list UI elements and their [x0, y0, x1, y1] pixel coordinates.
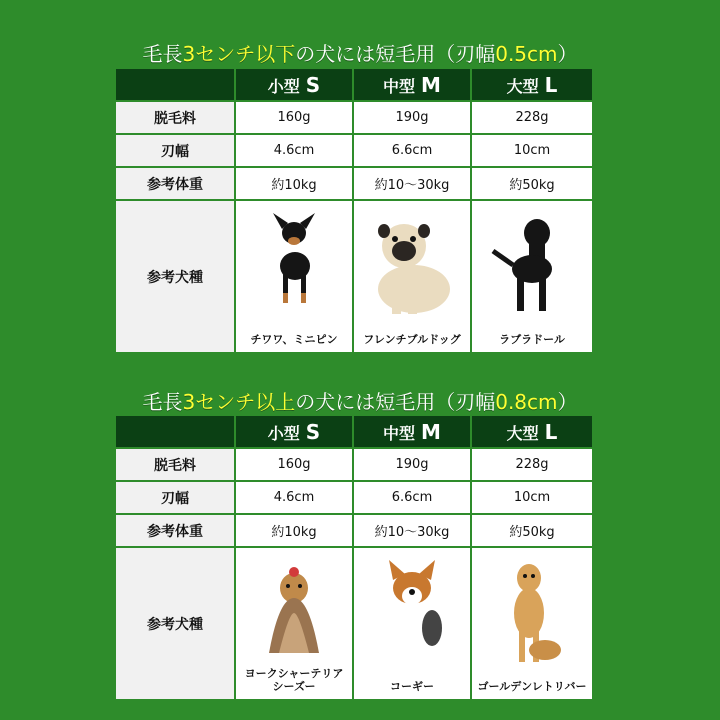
cell-value: 10cm	[471, 481, 593, 514]
row-label: 参考体重	[115, 514, 235, 547]
title-middle: の犬には短毛用（刃幅	[295, 42, 496, 66]
cell-value: 6.6cm	[353, 134, 471, 167]
breed-cell	[471, 200, 593, 353]
title-suffix: ）	[557, 390, 578, 414]
pug-icon	[362, 211, 462, 316]
cell-value: 160g	[235, 448, 353, 481]
row-label: 脱毛料	[115, 448, 235, 481]
cell-value: 190g	[353, 448, 471, 481]
table-row	[115, 134, 593, 167]
cell-value: 228g	[471, 448, 593, 481]
labrador-icon	[487, 211, 577, 316]
title-highlight: 3センチ以上	[182, 390, 296, 414]
breed-cell	[235, 547, 353, 700]
title-middle: の犬には短毛用（刃幅	[295, 390, 496, 414]
title-highlight: 3センチ以下	[182, 42, 296, 66]
header-medium: 中型 M	[353, 68, 471, 101]
row-label: 脱毛料	[115, 101, 235, 134]
breed-row-label: 参考犬種	[115, 200, 235, 353]
breed-cell	[471, 547, 593, 700]
breed-cell	[353, 547, 471, 700]
table-row	[115, 167, 593, 200]
breed-name: フレンチブルドッグ	[363, 333, 461, 346]
breed-cell	[353, 200, 471, 353]
breed-name: ヨークシャーテリア シーズー	[244, 667, 344, 693]
title-prefix: 毛長	[142, 42, 183, 66]
table-row	[115, 448, 593, 481]
header-large: 大型 L	[471, 415, 593, 448]
cell-value: 4.6cm	[235, 481, 353, 514]
cell-value: 190g	[353, 101, 471, 134]
header-medium: 中型 M	[353, 415, 471, 448]
header-empty-cell	[115, 68, 235, 101]
cell-value: 228g	[471, 101, 593, 134]
header-large: 大型 L	[471, 68, 593, 101]
breed-row	[115, 547, 593, 700]
golden-retriever-icon	[487, 558, 577, 668]
spec-table-1	[114, 67, 594, 354]
section-1-title	[0, 38, 720, 67]
row-label: 刃幅	[115, 134, 235, 167]
header-empty-cell	[115, 415, 235, 448]
cell-value: 約10kg	[235, 514, 353, 547]
title-highlight-width: 0.5cm	[495, 42, 558, 66]
cell-value: 約10～30kg	[353, 514, 471, 547]
table-row	[115, 101, 593, 134]
breed-row	[115, 200, 593, 353]
row-label: 刃幅	[115, 481, 235, 514]
header-row	[115, 415, 593, 448]
cell-value: 6.6cm	[353, 481, 471, 514]
table-row	[115, 514, 593, 547]
section-2-title	[0, 386, 720, 415]
cell-value: 4.6cm	[235, 134, 353, 167]
header-small: 小型 S	[235, 68, 353, 101]
breed-name: ラブラドール	[499, 333, 565, 346]
cell-value: 約50kg	[471, 167, 593, 200]
title-highlight-width: 0.8cm	[495, 390, 558, 414]
breed-row-label: 参考犬種	[115, 547, 235, 700]
title-suffix: ）	[557, 42, 578, 66]
breed-name: チワワ、ミニピン	[250, 333, 338, 346]
cell-value: 約50kg	[471, 514, 593, 547]
chihuahua-icon	[259, 211, 329, 311]
title-prefix: 毛長	[142, 390, 183, 414]
breed-cell	[235, 200, 353, 353]
cell-value: 約10kg	[235, 167, 353, 200]
cell-value: 160g	[235, 101, 353, 134]
spec-table-2	[114, 414, 594, 701]
table-row	[115, 481, 593, 514]
breed-name: コーギー	[390, 680, 434, 693]
breed-name: ゴールデンレトリバー	[477, 680, 587, 693]
yorkshire-terrier-icon	[249, 558, 339, 658]
cell-value: 10cm	[471, 134, 593, 167]
header-small: 小型 S	[235, 415, 353, 448]
header-row	[115, 68, 593, 101]
row-label: 参考体重	[115, 167, 235, 200]
cell-value: 約10～30kg	[353, 167, 471, 200]
corgi-icon	[367, 558, 457, 658]
